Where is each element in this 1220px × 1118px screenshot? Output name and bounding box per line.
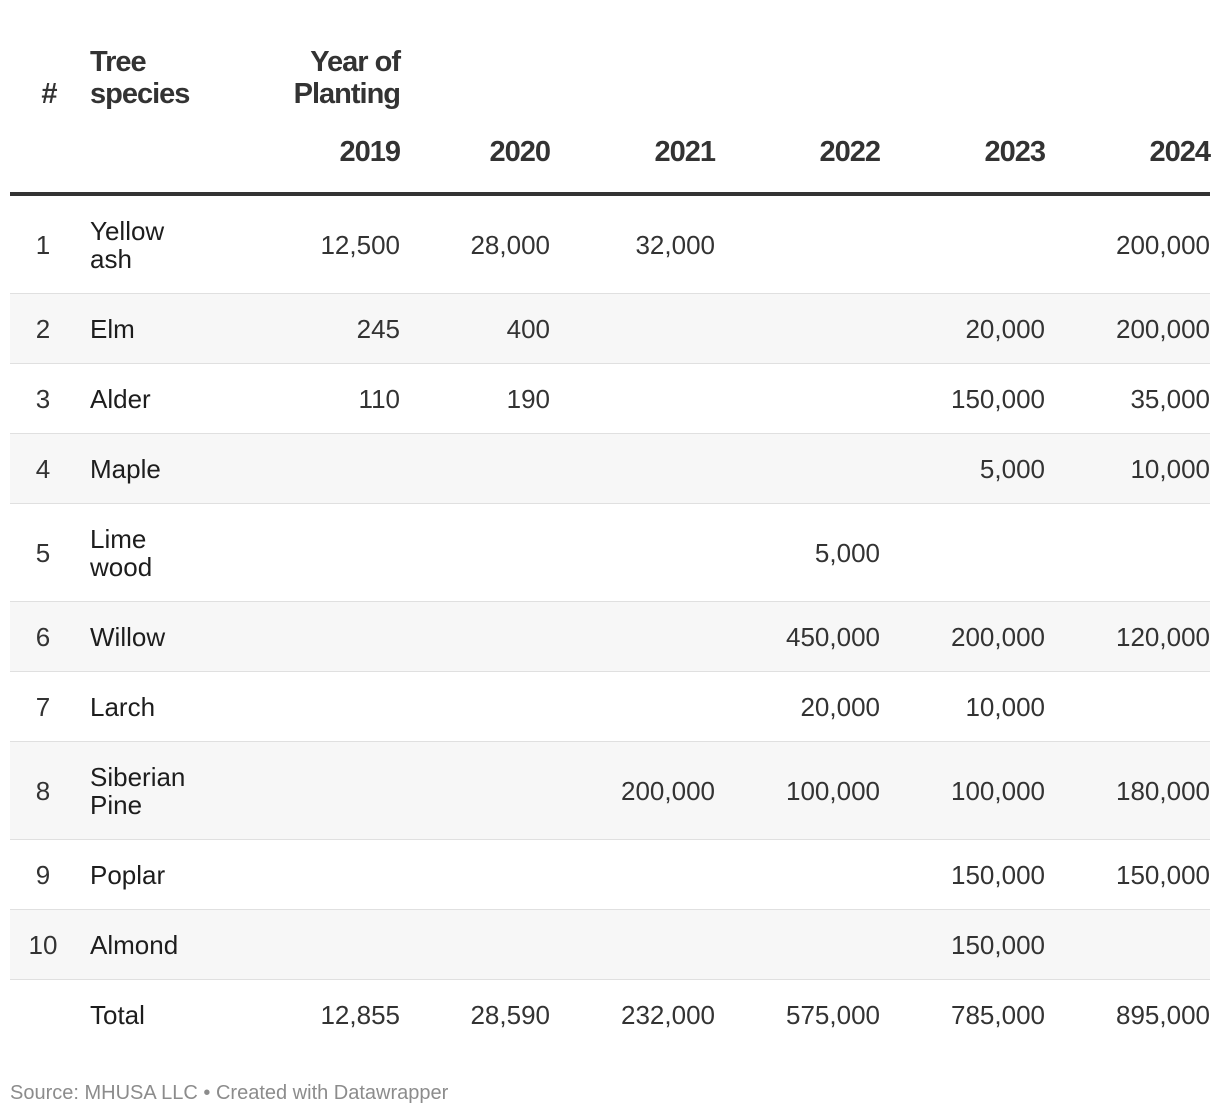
column-header-year[interactable]: 2023 xyxy=(880,112,1045,194)
cell-value-2019 xyxy=(210,434,400,504)
cell-value-2024: 150,000 xyxy=(1116,859,1210,890)
cell-value-2023 xyxy=(880,504,1045,602)
column-header-species[interactable]: Tree species xyxy=(90,46,190,110)
table-row xyxy=(10,194,1210,294)
cell-value-2022: 100,000 xyxy=(715,742,880,840)
column-header-num[interactable]: # xyxy=(41,78,57,110)
total-value-2019: 12,855 xyxy=(210,980,400,1051)
total-value-2020: 28,590 xyxy=(400,980,550,1051)
source-footer: Source: MHUSA LLC • Created with Datawrapper xyxy=(10,1082,449,1104)
header-spacer xyxy=(550,0,715,112)
table-row xyxy=(10,672,1210,742)
cell-value-2023: 150,000 xyxy=(951,859,1045,890)
cell-value-2020 xyxy=(400,672,550,742)
column-header-year[interactable]: 2024 xyxy=(1045,112,1210,194)
column-header-year[interactable]: 2022 xyxy=(715,112,880,194)
species-name: Poplar xyxy=(90,859,166,890)
cell-value-2023 xyxy=(880,194,1045,294)
cell-value-2021 xyxy=(550,672,715,742)
cell-value-2022 xyxy=(715,910,880,980)
cell-value-2024: 35,000 xyxy=(1130,383,1210,414)
cell-value-2019 xyxy=(210,910,400,980)
header-spacer xyxy=(10,112,90,194)
cell-value-2019: 245 xyxy=(210,294,400,364)
species-name: Siberian Pine xyxy=(90,742,210,840)
cell-value-2022 xyxy=(715,294,880,364)
cell-value-2021: 200,000 xyxy=(550,742,715,840)
cell-value-2023: 150,000 xyxy=(880,910,1045,980)
cell-value-2024: 180,000 xyxy=(1045,742,1210,840)
header-row-groups xyxy=(10,0,1210,112)
cell-value-2020 xyxy=(400,602,550,672)
row-number: 7 xyxy=(35,691,51,722)
cell-value-2024: 120,000 xyxy=(1045,602,1210,672)
cell-value-2019 xyxy=(210,742,400,840)
header-spacer xyxy=(880,0,1045,112)
total-spacer xyxy=(10,980,90,1051)
cell-value-2024 xyxy=(1045,672,1210,742)
cell-value-2019: 12,500 xyxy=(320,229,400,260)
total-value-2022: 575,000 xyxy=(715,980,880,1051)
cell-value-2020: 28,000 xyxy=(470,229,550,260)
row-number: 8 xyxy=(10,742,90,840)
species-name: Lime wood xyxy=(90,523,153,582)
cell-value-2022 xyxy=(715,434,880,504)
table-row xyxy=(10,910,1210,980)
total-value-2023: 785,000 xyxy=(880,980,1045,1051)
total-value-2021: 232,000 xyxy=(550,980,715,1051)
cell-value-2024: 200,000 xyxy=(1116,229,1210,260)
cell-value-2023: 5,000 xyxy=(880,434,1045,504)
cell-value-2022: 5,000 xyxy=(814,537,880,568)
table-row xyxy=(10,434,1210,504)
cell-value-2019: 110 xyxy=(358,383,400,414)
species-name: Larch xyxy=(90,691,156,722)
row-number: 9 xyxy=(35,859,51,890)
cell-value-2019 xyxy=(210,672,400,742)
species-name: Willow xyxy=(90,602,210,672)
cell-value-2024 xyxy=(1045,910,1210,980)
cell-value-2020 xyxy=(400,504,550,602)
row-number: 3 xyxy=(35,383,51,414)
header-spacer xyxy=(1045,0,1210,112)
datawrapper-table-container xyxy=(10,0,1210,1050)
table-row xyxy=(10,840,1210,910)
species-name: Elm xyxy=(90,294,210,364)
species-name: Almond xyxy=(90,910,210,980)
cell-value-2021 xyxy=(550,364,715,434)
cell-value-2024: 200,000 xyxy=(1045,294,1210,364)
cell-value-2021: 32,000 xyxy=(635,229,715,260)
cell-value-2022 xyxy=(715,840,880,910)
header-spacer xyxy=(400,0,550,112)
cell-value-2020: 400 xyxy=(400,294,550,364)
cell-value-2023: 10,000 xyxy=(965,691,1045,722)
species-name: Yellow ash xyxy=(90,215,165,274)
species-name: Maple xyxy=(90,434,210,504)
table-row xyxy=(10,602,1210,672)
row-number: 6 xyxy=(10,602,90,672)
column-group-year-of-planting: Year of Planting xyxy=(293,46,400,110)
cell-value-2021 xyxy=(550,602,715,672)
header-row-years xyxy=(10,112,1210,194)
total-value-2024: 895,000 xyxy=(1045,980,1210,1051)
cell-value-2023: 150,000 xyxy=(951,383,1045,414)
tree-planting-table xyxy=(10,0,1210,1050)
table-row xyxy=(10,504,1210,602)
cell-value-2022: 20,000 xyxy=(800,691,880,722)
cell-value-2021 xyxy=(550,504,715,602)
cell-value-2024 xyxy=(1045,504,1210,602)
cell-value-2023: 100,000 xyxy=(880,742,1045,840)
cell-value-2020 xyxy=(400,840,550,910)
table-row xyxy=(10,294,1210,364)
column-header-year[interactable]: 2021 xyxy=(550,112,715,194)
cell-value-2020 xyxy=(400,910,550,980)
cell-value-2019 xyxy=(210,602,400,672)
header-spacer xyxy=(715,0,880,112)
row-number: 1 xyxy=(35,229,51,260)
column-header-year[interactable]: 2020 xyxy=(400,112,550,194)
table-row xyxy=(10,364,1210,434)
table-header xyxy=(10,0,1210,194)
table-body xyxy=(10,194,1210,1050)
cell-value-2021 xyxy=(550,434,715,504)
table-row xyxy=(10,742,1210,840)
cell-value-2021 xyxy=(550,910,715,980)
cell-value-2022 xyxy=(715,194,880,294)
column-header-year[interactable]: 2019 xyxy=(210,112,400,194)
header-spacer xyxy=(90,112,210,194)
row-number: 4 xyxy=(10,434,90,504)
cell-value-2022 xyxy=(715,364,880,434)
cell-value-2021 xyxy=(550,840,715,910)
cell-value-2020 xyxy=(400,742,550,840)
cell-value-2019 xyxy=(210,840,400,910)
cell-value-2024: 10,000 xyxy=(1045,434,1210,504)
row-number: 2 xyxy=(10,294,90,364)
cell-value-2020 xyxy=(400,434,550,504)
cell-value-2021 xyxy=(550,294,715,364)
cell-value-2020: 190 xyxy=(506,383,550,414)
species-name: Alder xyxy=(90,383,151,414)
cell-value-2023: 20,000 xyxy=(880,294,1045,364)
cell-value-2022: 450,000 xyxy=(715,602,880,672)
row-number: 10 xyxy=(10,910,90,980)
cell-value-2023: 200,000 xyxy=(880,602,1045,672)
cell-value-2019 xyxy=(210,504,400,602)
total-label: Total xyxy=(90,980,210,1051)
row-number: 5 xyxy=(35,537,51,568)
total-row xyxy=(10,980,1210,1051)
